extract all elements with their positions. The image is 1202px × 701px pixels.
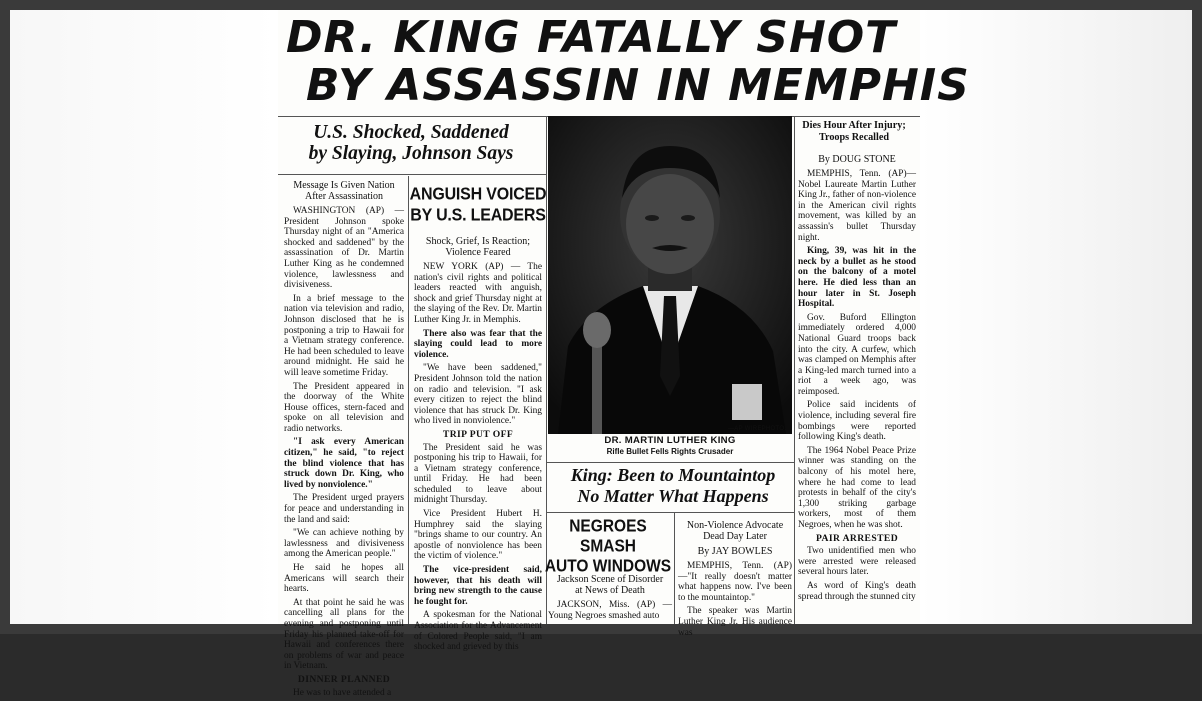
right-story-column — [798, 152, 916, 605]
paragraph: He was to have attended a — [293, 687, 392, 698]
paragraph: The 1964 Nobel Peace Prize winner was standing on the balcony of his motel here, where he had come to lead protests in behalf of the city's 1,300 striking garbage workers, most of them Negroes, when he was shot. — [798, 445, 916, 530]
nonviolence-story-column — [678, 518, 792, 641]
negroes-headline-line-1: NEGROES SMASH — [569, 516, 647, 556]
portrait-illustration — [548, 116, 792, 434]
anguish-headline-line-2: BY U.S. LEADERS — [410, 206, 546, 225]
king-portrait-photo — [548, 116, 792, 434]
mountaintop-headline-line-1: King: Been to Mountaintop — [570, 465, 776, 485]
subhead-pair-arrested: PAIR ARRESTED — [815, 532, 899, 544]
middle-story-column — [414, 234, 542, 656]
paragraph: "We have been saddened," President Johnson told the nation on radio and television. "I ask every citizen to reject the blind violence that has struck Dr. King who lived in nonviolence." — [414, 363, 542, 427]
left-headline-line-1: U.S. Shocked, Saddened — [313, 122, 509, 143]
paragraph: As word of King's death spread through the stunned city — [798, 580, 916, 602]
subhead-dinner-planned: DINNER PLANNED — [297, 673, 391, 685]
rule — [546, 462, 794, 463]
blurred-background-left — [10, 10, 278, 624]
column-rule — [674, 512, 675, 624]
anguish-headline-line-1: ANGUISH VOICED — [409, 185, 547, 204]
dies-headline-line-2: Troops Recalled — [818, 132, 890, 143]
rule — [546, 512, 794, 513]
paragraph: Two unidentified men who were arrested were released several hours later. — [798, 546, 916, 578]
paragraph: Vice President Hubert H. Humphrey said the slaying "brings shame to our country. An apostle of nonviolence has been the victim of violence." — [414, 509, 542, 562]
left-headline-line-2: by Slaying, Johnson Says — [308, 143, 514, 164]
mountaintop-headline-line-2: No Matter What Happens — [577, 486, 769, 506]
right-byline: By DOUG STONE — [818, 154, 896, 165]
negroes-story-column — [548, 572, 672, 624]
newspaper-clipping — [278, 10, 970, 698]
paragraph: The President urged prayers for peace and understanding in the land and said: — [284, 493, 404, 525]
paragraph: The speaker was Martin Luther King Jr. His audience was — [678, 606, 792, 638]
image-card — [10, 10, 1192, 698]
subhead-trip-put-off: TRIP PUT OFF — [442, 428, 514, 440]
column-rule — [794, 116, 795, 624]
photo-caption-subtitle: Rifle Bullet Fells Rights Crusader — [606, 447, 734, 456]
main-headline-line-2: BY ASSASSIN IN MEMPHIS — [306, 60, 970, 111]
paragraph: Gov. Buford Ellington immediately ordered 4,000 National Guard troops back into the city. A curfew, which was clamped on Memphis after a King-led march turned into a riot a week ago, was reimposed. — [798, 312, 916, 397]
column-rule — [408, 176, 409, 624]
left-subhead — [284, 180, 404, 202]
dies-hour-headline — [790, 120, 918, 144]
nonviolence-byline: By JAY BOWLES — [697, 546, 773, 557]
paragraph: There also was fear that the slaying could lead to more violence. — [414, 328, 542, 360]
paragraph: Police said incidents of violence, including several fire bombings were reported following King's death. — [798, 400, 916, 443]
dies-headline-line-1: Dies Hour After Injury; — [802, 120, 906, 131]
paragraph: At that point he said he was cancelling all plans for the evening and postponing until Friday his planned take-off for Hawaii and conferences there on problems of war and peace in Vietnam. — [284, 597, 404, 672]
nonviolence-subhead — [678, 520, 792, 542]
left-subhead-line-2: After Assassination — [304, 191, 384, 202]
rule — [278, 174, 546, 175]
paragraph: WASHINGTON (AP) — President Johnson spoke Thursday night of an "America shocked and saddened" by the assassination of Dr. Martin Luther King as he condemned violence, lawlessness and divisiveness. — [284, 206, 404, 291]
paragraph: "We can achieve nothing by lawlessness and divisiveness among the American people." — [284, 528, 404, 560]
paragraph: The President said he was postponing his trip to Hawaii, for a Vietnam strategy conference, until Friday. He had been scheduled to leave about midnight Thursday. — [414, 442, 542, 506]
paragraph: The vice-president said, however, that his death will bring new strength to the cause he fought for. — [414, 565, 542, 607]
paragraph: The President appeared in the doorway of the White House offices, stern-faced and spoke on all television and radio networks. — [284, 381, 404, 434]
left-subhead-line-1: Message Is Given Nation — [293, 180, 395, 191]
paragraph: He said he hopes all Americans will search their hearts. — [284, 563, 404, 595]
negroes-subhead-line-2: at News of Death — [575, 585, 645, 596]
paragraph: JACKSON, Miss. (AP) — Young Negroes smashed auto — [548, 600, 672, 621]
middle-subhead — [414, 236, 542, 258]
paragraph: A spokesman for the National Association for the Advancement of Colored People said, "I am shocked and grieved by this — [414, 610, 542, 653]
left-story-column — [284, 178, 404, 701]
paragraph: NEW YORK (AP) — The nation's civil rights and political leaders reacted with anguish, shock and grief Thursday night at the slaying of the Rev. Dr. Martin Luther King Jr. in Memphis. — [414, 262, 542, 325]
paragraph: MEMPHIS, Tenn. (AP)—"It really doesn't matter what happens now. I've been to the mountaintop." — [678, 561, 792, 603]
negroes-subhead-line-1: Jackson Scene of Disorder — [556, 574, 664, 585]
middle-subhead-line-2: Violence Feared — [445, 247, 511, 258]
negroes-smash-headline — [543, 517, 673, 577]
middle-subhead-line-1: Shock, Grief, Is Reaction; — [425, 236, 531, 247]
photo-credit: —AP WIREPHOTO. — [728, 426, 787, 432]
negroes-headline-line-2: AUTO WINDOWS — [544, 557, 672, 577]
photo-caption-name: DR. MARTIN LUTHER KING — [604, 435, 736, 446]
left-story-headline — [280, 122, 542, 164]
anguish-headline — [408, 184, 548, 226]
mountaintop-headline — [543, 465, 803, 507]
paragraph: In a brief message to the nation via television and radio, Johnson disclosed that he is postponing a trip to Hawaii for a Vietnam strategy conference. He had been scheduled to leave around midnight. He said he will leave sometime Friday. — [284, 293, 404, 378]
nonviolence-subhead-line-2: Dead Day Later — [703, 531, 767, 542]
main-headline-line-1: DR. KING FATALLY SHOT — [286, 12, 897, 63]
nonviolence-subhead-line-1: Non-Violence Advocate — [686, 520, 784, 531]
paragraph: "I ask every American citizen," he said, "to reject the blind violence that has struck down Dr. King, who lived by nonviolence." — [284, 437, 404, 490]
paragraph: King, 39, was hit in the neck by a bullet as he stood on the balcony of a motel here. He died less than an hour later in St. Joseph Hospital. — [798, 246, 916, 310]
paragraph: MEMPHIS, Tenn. (AP)— Nobel Laureate Martin Luther King Jr., father of non-violence in the American civil rights movement, was killed by an assassin's bullet Thursday night. — [798, 169, 916, 243]
negroes-subhead — [548, 574, 672, 596]
